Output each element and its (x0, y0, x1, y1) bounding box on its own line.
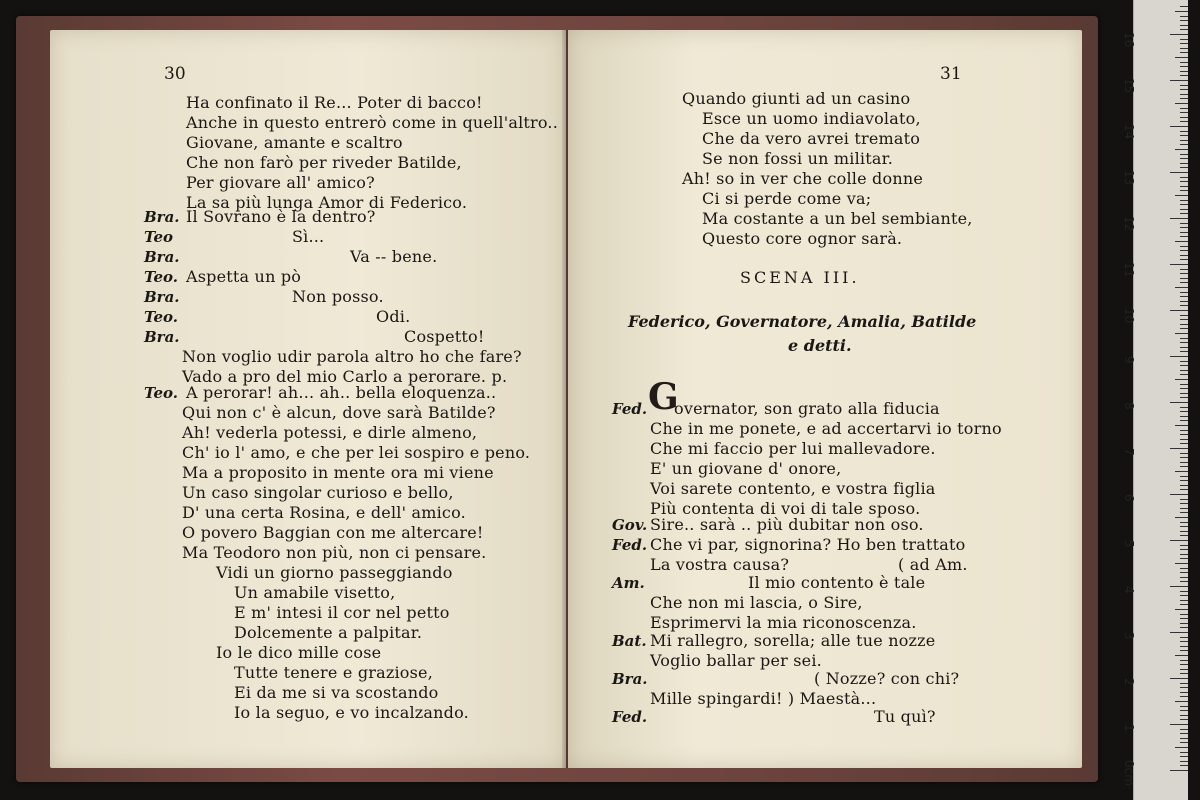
text-line: Sì... (292, 227, 325, 246)
ruler-tick (1180, 315, 1188, 316)
text-line: Voi sarete contento, e vostra figlia (650, 479, 936, 498)
ruler-tick (1180, 269, 1188, 270)
ruler-tick (1180, 255, 1188, 256)
text-line: Ah! so in ver che colle donne (682, 169, 924, 188)
ruler-tick (1180, 512, 1188, 513)
ruler-tick (1175, 471, 1188, 472)
ruler-tick (1175, 57, 1188, 58)
ruler-tick (1180, 568, 1188, 569)
page-number-left: 30 (164, 64, 186, 84)
ruler-number: 8 (1122, 402, 1136, 410)
ruler-tick (1180, 692, 1188, 693)
ruler-tick (1180, 351, 1188, 352)
ruler-tick (1180, 706, 1188, 707)
ruler-tick (1180, 20, 1188, 21)
ruler-tick (1175, 149, 1188, 150)
ruler-tick (1180, 673, 1188, 674)
ruler-tick (1180, 292, 1188, 293)
ruler-tick (1170, 540, 1188, 541)
ruler-tick (1180, 508, 1188, 509)
text-line: Io la seguo, e vo incalzando. (234, 703, 469, 722)
ruler-tick (1180, 526, 1188, 527)
ruler-tick (1180, 535, 1188, 536)
text-line: D' una certa Rosina, e dell' amico. (182, 503, 466, 522)
text-line: Ha confinato il Re... Poter di bacco! (186, 93, 483, 112)
text-line: Il mio contento è tale (748, 573, 926, 592)
ruler-tick (1180, 683, 1188, 684)
ruler-tick (1180, 733, 1188, 734)
scene-heading: Federico, Governatore, Amalia, Batilde (628, 312, 977, 331)
text-line: Che vi par, signorina? Ho ben trattato (650, 535, 966, 554)
text-line: Va -- bene. (350, 247, 438, 266)
text-line: Ma Teodoro non più, non ci pensare. (182, 543, 487, 562)
text-line: Ci si perde come va; (702, 189, 872, 208)
text-line: Un caso singolar curioso e bello, (182, 483, 454, 502)
speaker-label: Fed. (612, 400, 648, 418)
ruler-tick (1180, 43, 1188, 44)
text-line: Ch' io l' amo, e che per lei sospiro e peno. (182, 443, 531, 462)
ruler-tick (1180, 384, 1188, 385)
ruler-tick (1180, 531, 1188, 532)
ruler-tick (1180, 577, 1188, 578)
ruler-tick (1170, 310, 1188, 311)
ruler-tick (1180, 227, 1188, 228)
text-line: ( Nozze? con chi? (814, 669, 960, 688)
ruler-tick (1180, 324, 1188, 325)
ruler-tick (1180, 204, 1188, 205)
ruler-tick (1180, 144, 1188, 145)
ruler-tick (1175, 701, 1188, 702)
speaker-label: Am. (612, 574, 645, 592)
ruler-tick (1180, 627, 1188, 628)
text-line: O povero Baggian con me altercare! (182, 523, 484, 542)
ruler-tick (1180, 259, 1188, 260)
ruler-tick (1180, 554, 1188, 555)
scene-title: SCENA III. (740, 268, 860, 287)
ruler-tick (1180, 158, 1188, 159)
ruler-tick (1180, 16, 1188, 17)
speaker-label: Teo (144, 228, 173, 246)
ruler-tick (1180, 434, 1188, 435)
ruler-tick (1180, 710, 1188, 711)
ruler-tick (1180, 719, 1188, 720)
ruler-tick (1180, 388, 1188, 389)
ruler-tick (1180, 393, 1188, 394)
text-line: Vidi un giorno passeggiando (216, 563, 453, 582)
ruler-tick (1180, 466, 1188, 467)
text-line: Che mi faccio per lui mallevadore. (650, 439, 936, 458)
ruler-tick (1180, 278, 1188, 279)
text-line: Giovane, amante e scaltro (186, 133, 403, 152)
measurement-ruler (1122, 0, 1188, 800)
ruler-tick (1180, 232, 1188, 233)
ruler-tick (1180, 181, 1188, 182)
page-number-right: 31 (940, 64, 962, 84)
ruler-tick (1180, 522, 1188, 523)
left-page (50, 30, 566, 768)
speaker-label: Bat. (612, 632, 647, 650)
ruler-tick (1180, 623, 1188, 624)
speaker-label: Bra. (144, 288, 180, 306)
text-line: E' un giovane d' onore, (650, 459, 842, 478)
ruler-tick (1180, 6, 1188, 7)
right-page (568, 30, 1082, 768)
text-line: Tutte tenere e graziose, (234, 663, 433, 682)
ruler-tick (1180, 696, 1188, 697)
ruler-tick (1170, 724, 1188, 725)
ruler-tick (1180, 430, 1188, 431)
ruler-tick (1180, 545, 1188, 546)
text-line: Ah! vederla potessi, e dirle almeno, (182, 423, 478, 442)
ruler-tick (1180, 485, 1188, 486)
ruler-tick (1180, 39, 1188, 40)
ruler-tick (1170, 218, 1188, 219)
text-line: Vado a pro del mio Carlo a perorare. p. (182, 367, 508, 386)
ruler-tick (1180, 209, 1188, 210)
ruler-tick (1180, 765, 1188, 766)
ruler-tick (1180, 715, 1188, 716)
scene-heading: e detti. (788, 336, 852, 355)
text-line: Un amabile visetto, (234, 583, 396, 602)
text-line: Che non farò per riveder Batilde, (186, 153, 462, 172)
ruler-tick (1180, 462, 1188, 463)
decorative-initial: G (648, 376, 679, 418)
text-line: Il Sovrano è la dentro? (186, 207, 376, 226)
ruler-tick (1180, 756, 1188, 757)
ruler-tick (1180, 328, 1188, 329)
ruler-number: 6 (1122, 494, 1136, 502)
ruler-tick (1180, 476, 1188, 477)
ruler-tick (1180, 108, 1188, 109)
text-line: Per giovare all' amico? (186, 173, 375, 192)
ruler-tick (1180, 397, 1188, 398)
ruler-tick (1180, 650, 1188, 651)
ruler-number: 2 (1122, 678, 1136, 686)
ruler-tick (1180, 296, 1188, 297)
ruler-tick (1180, 646, 1188, 647)
ruler-tick (1170, 494, 1188, 495)
speaker-label: Fed. (612, 708, 648, 726)
ruler-tick (1180, 98, 1188, 99)
text-line: Che in me ponete, e ad accertarvi io torno (650, 419, 1002, 438)
ruler-tick (1180, 499, 1188, 500)
ruler-tick (1175, 287, 1188, 288)
text-line: Ma costante a un bel sembiante, (702, 209, 973, 228)
ruler-number: 13 (1122, 170, 1136, 186)
ruler-tick (1180, 75, 1188, 76)
text-line: Più contenta di voi di tale sposo. (650, 499, 921, 518)
text-line: Esce un uomo indiavolato, (702, 109, 921, 128)
ruler-tick (1180, 637, 1188, 638)
ruler-tick (1180, 236, 1188, 237)
ruler-tick (1180, 131, 1188, 132)
ruler-tick (1180, 669, 1188, 670)
ruler-tick (1170, 448, 1188, 449)
text-line: Ei da me si va scostando (234, 683, 439, 702)
ruler-tick (1180, 742, 1188, 743)
ruler-tick (1180, 604, 1188, 605)
ruler-tick (1180, 112, 1188, 113)
ruler-tick (1180, 273, 1188, 274)
ruler-tick (1180, 761, 1188, 762)
ruler-tick (1180, 361, 1188, 362)
text-line: Non posso. (292, 287, 384, 306)
text-line: Anche in questo entrerò come in quell'altro.. (186, 113, 558, 132)
ruler-tick (1180, 374, 1188, 375)
stage-direction: ( ad Am. (898, 555, 968, 574)
speaker-label: Teo. (144, 308, 178, 326)
ruler-tick (1170, 678, 1188, 679)
ruler-tick (1175, 425, 1188, 426)
ruler-tick (1180, 140, 1188, 141)
ruler-tick (1180, 752, 1188, 753)
ruler-tick (1180, 71, 1188, 72)
ruler-number: 3 (1122, 632, 1136, 640)
ruler-tick (1180, 503, 1188, 504)
ruler-tick (1175, 517, 1188, 518)
ruler-tick (1170, 586, 1188, 587)
ruler-tick (1180, 48, 1188, 49)
text-line: Io le dico mille cose (216, 643, 382, 662)
text-line: Quando giunti ad un casino (682, 89, 911, 108)
text-line: Voglio ballar per sei. (650, 651, 822, 670)
ruler-number: 4 (1122, 586, 1136, 594)
ruler-number: 14 (1122, 124, 1136, 140)
ruler-tick (1180, 167, 1188, 168)
ruler-tick (1180, 223, 1188, 224)
ruler-tick (1175, 103, 1188, 104)
ruler-number: 15 (1122, 78, 1136, 94)
text-line: Non voglio udir parola altro ho che fare? (182, 347, 522, 366)
ruler-tick (1180, 94, 1188, 95)
speaker-label: Bra. (612, 670, 648, 688)
text-line: Cospetto! (404, 327, 485, 346)
ruler-tick (1180, 407, 1188, 408)
text-line: Odi. (376, 307, 411, 326)
ruler-tick (1170, 356, 1188, 357)
text-line: overnator, son grato alla fiducia (674, 399, 940, 418)
ruler-tick (1180, 549, 1188, 550)
text-line: E m' intesi il cor nel petto (234, 603, 450, 622)
speaker-label: Teo. (144, 384, 178, 402)
text-line: Sire.. sarà .. più dubitar non oso. (650, 515, 924, 534)
text-line: Questo core ognor sarà. (702, 229, 903, 248)
ruler-number: 9 (1122, 356, 1136, 364)
text-line: Dolcemente a palpitar. (234, 623, 423, 642)
ruler-tick (1180, 301, 1188, 302)
ruler-tick (1175, 333, 1188, 334)
ruler-tick (1180, 365, 1188, 366)
ruler-tick (1180, 282, 1188, 283)
ruler-tick (1180, 29, 1188, 30)
text-line: Ma a proposito in mente ora mi viene (182, 463, 494, 482)
speaker-label: Fed. (612, 536, 648, 554)
ruler-tick (1180, 246, 1188, 247)
ruler-tick (1180, 729, 1188, 730)
ruler-tick (1180, 342, 1188, 343)
ruler-tick (1180, 52, 1188, 53)
ruler-tick (1180, 163, 1188, 164)
ruler-tick (1180, 85, 1188, 86)
ruler-number: 0cm (1122, 760, 1136, 786)
ruler-tick (1180, 453, 1188, 454)
ruler-number: 10 (1122, 308, 1136, 324)
ruler-tick (1180, 89, 1188, 90)
ruler-number: 5 (1122, 540, 1136, 548)
ruler-tick (1175, 379, 1188, 380)
text-line: Mille spingardi! ) Maestà... (650, 689, 877, 708)
speaker-label: Bra. (144, 248, 180, 266)
ruler-number: 7 (1122, 448, 1136, 456)
ruler-tick (1180, 600, 1188, 601)
ruler-tick (1180, 439, 1188, 440)
ruler-tick (1170, 126, 1188, 127)
speaker-label: Gov. (612, 516, 648, 534)
ruler-tick (1175, 563, 1188, 564)
speaker-label: Bra. (144, 208, 180, 226)
text-line: La vostra causa? (650, 555, 790, 574)
ruler-tick (1180, 154, 1188, 155)
ruler-tick (1180, 62, 1188, 63)
ruler-number: 16 (1122, 32, 1136, 48)
ruler-tick (1170, 80, 1188, 81)
text-line: La sa più lunga Amor di Federico. (186, 193, 468, 212)
ruler-tick (1180, 595, 1188, 596)
text-line: Esprimervi la mia riconoscenza. (650, 613, 917, 632)
text-line: Aspetta un pò (186, 267, 302, 286)
ruler-tick (1180, 200, 1188, 201)
text-line: Che da vero avrei tremato (702, 129, 921, 148)
ruler-tick (1180, 250, 1188, 251)
ruler-tick (1180, 347, 1188, 348)
text-line: Mi rallegro, sorella; alle tue nozze (650, 631, 936, 650)
ruler-tick (1180, 420, 1188, 421)
ruler-tick (1180, 591, 1188, 592)
ruler-tick (1180, 558, 1188, 559)
ruler-tick (1175, 241, 1188, 242)
ruler-tick (1180, 581, 1188, 582)
ruler-tick (1180, 25, 1188, 26)
ruler-tick (1180, 641, 1188, 642)
ruler-tick (1180, 664, 1188, 665)
speaker-label: Bra. (144, 328, 180, 346)
ruler-tick (1180, 370, 1188, 371)
ruler-tick (1175, 655, 1188, 656)
ruler-number: 1 (1122, 724, 1136, 732)
ruler-tick (1180, 480, 1188, 481)
ruler-tick (1175, 609, 1188, 610)
ruler-tick (1180, 489, 1188, 490)
ruler-tick (1180, 443, 1188, 444)
ruler-tick (1180, 66, 1188, 67)
ruler-tick (1180, 117, 1188, 118)
ruler-tick (1180, 457, 1188, 458)
ruler-tick (1180, 305, 1188, 306)
ruler-number: 12 (1122, 216, 1136, 232)
ruler-tick (1170, 632, 1188, 633)
ruler-tick (1180, 411, 1188, 412)
ruler-tick (1170, 770, 1188, 771)
ruler-tick (1180, 177, 1188, 178)
ruler-tick (1180, 121, 1188, 122)
speaker-label: Teo. (144, 268, 178, 286)
ruler-tick (1180, 687, 1188, 688)
ruler-tick (1180, 319, 1188, 320)
text-line: A perorar! ah... ah.. bella eloquenza.. (186, 383, 497, 402)
ruler-tick (1180, 416, 1188, 417)
ruler-tick (1180, 614, 1188, 615)
ruler-tick (1175, 195, 1188, 196)
ruler-tick (1180, 572, 1188, 573)
ruler-tick (1175, 11, 1188, 12)
ruler-tick (1175, 747, 1188, 748)
ruler-tick (1180, 738, 1188, 739)
text-line: Se non fossi un militar. (702, 149, 893, 168)
ruler-tick (1180, 618, 1188, 619)
ruler-tick (1180, 338, 1188, 339)
ruler-tick (1170, 264, 1188, 265)
ruler-tick (1180, 213, 1188, 214)
ruler-tick (1170, 402, 1188, 403)
text-line: Qui non c' è alcun, dove sarà Batilde? (182, 403, 496, 422)
text-line: Che non mi lascia, o Sire, (650, 593, 863, 612)
ruler-tick (1180, 135, 1188, 136)
ruler-number: 11 (1122, 262, 1136, 278)
text-line: Tu quì? (874, 707, 936, 726)
ruler-tick (1170, 172, 1188, 173)
ruler-tick (1180, 186, 1188, 187)
ruler-tick (1180, 190, 1188, 191)
ruler-tick (1180, 660, 1188, 661)
ruler-tick (1170, 34, 1188, 35)
